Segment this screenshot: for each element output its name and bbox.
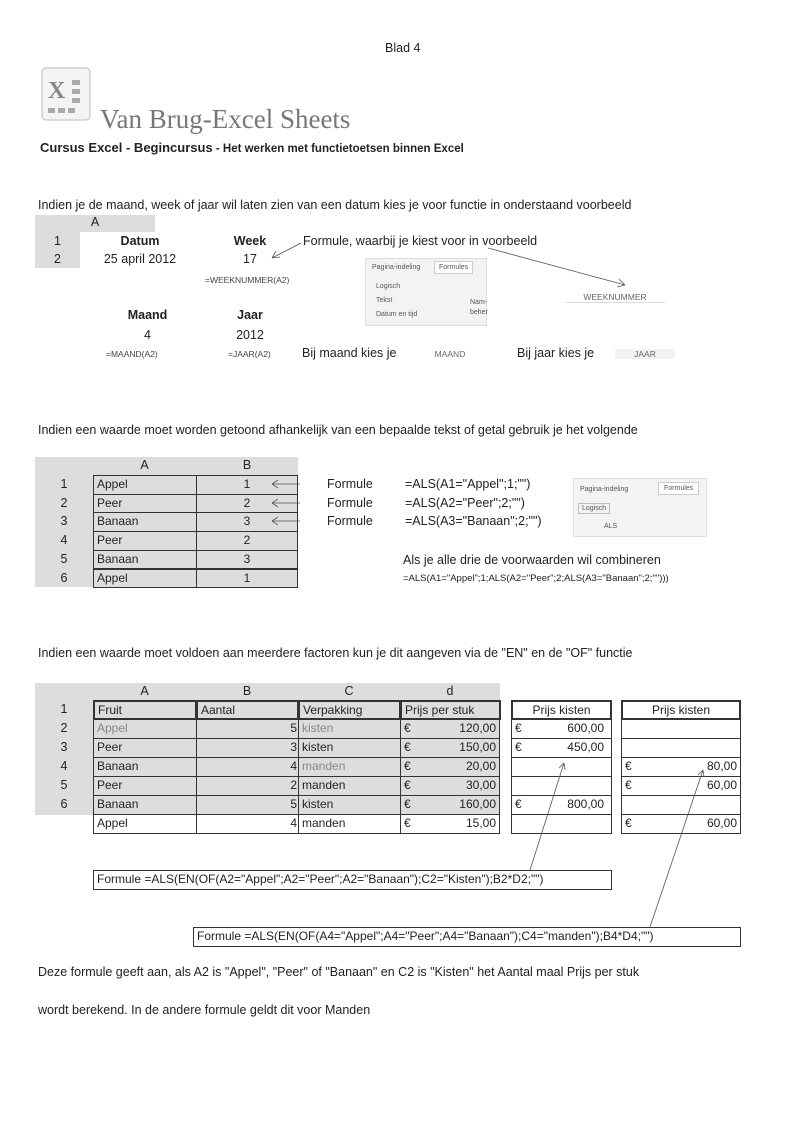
currency-symbol: € <box>625 759 632 773</box>
table-cell-aantal: 2 <box>196 776 299 796</box>
row-number: 2 <box>54 252 61 266</box>
row-number: 1 <box>60 702 68 716</box>
formula-text: =ALS(A1="Appel";1;"") <box>405 477 531 491</box>
price: 150,00 <box>459 740 496 754</box>
weeknummer-button: WEEKNUMMER <box>565 292 665 303</box>
table-cell-fruit: Peer <box>93 494 197 514</box>
maand-value: 4 <box>144 328 151 342</box>
table-cell-fruit: Appel <box>93 569 197 589</box>
table-cell-fruit: Banaan <box>93 757 197 777</box>
row-number: 6 <box>60 570 68 585</box>
brand-title: Van Brug-Excel Sheets <box>100 104 351 134</box>
price: 30,00 <box>465 778 496 792</box>
table-cell-fruit: Appel <box>93 475 197 495</box>
maand-formula: =MAAND(A2) <box>106 349 158 359</box>
currency-symbol: € <box>404 740 411 754</box>
manden-price: 60,00 <box>706 778 737 792</box>
explanation-line-2: wordt berekend. In de andere formule geldt dit voor Manden <box>38 1003 371 1017</box>
price: 120,00 <box>459 721 496 735</box>
price: 15,00 <box>465 816 496 830</box>
table-cell-fruit: Banaan <box>93 512 197 532</box>
column-header: A <box>140 684 149 698</box>
currency-symbol: € <box>515 740 522 754</box>
formula-box-kisten: Formule =ALS(EN(OF(A2="Appel";A2="Peer";A2="Banaan");C2="Kisten");B2*D2;"") <box>93 870 612 890</box>
formula-text: =ALS(A3="Banaan";2;"") <box>405 514 542 528</box>
currency-symbol: € <box>404 816 411 830</box>
row-number: 2 <box>60 495 68 510</box>
section2-intro: Indien een waarde moet worden getoond afhankelijk van een bepaalde tekst of getal gebruik je het volgende <box>38 423 638 437</box>
table-header-cell: Prijs per stuk <box>400 700 501 720</box>
currency-symbol: € <box>515 797 522 811</box>
table-cell-aantal: 4 <box>196 814 299 834</box>
section3-intro: Indien een waarde moet voldoen aan meerdere factoren kun je dit aangeven via de "EN" en de "OF" functie <box>38 646 633 660</box>
table-cell-aantal: 3 <box>196 738 299 758</box>
column-header-b: B <box>242 458 252 472</box>
table-cell-value: 1 <box>196 475 298 495</box>
jaar-value: 2012 <box>236 328 264 342</box>
table-cell-value: 3 <box>196 512 298 532</box>
table-header-cell: Fruit <box>93 700 197 720</box>
arrow-icon <box>272 499 300 507</box>
table-cell-fruit: Peer <box>93 531 197 551</box>
row-number: 4 <box>60 759 68 773</box>
combine-formula: =ALS(A1="Appel";1;ALS(A2="Peer";2;ALS(A3="Banaan";2;""))) <box>403 573 669 584</box>
ribbon-tab-formulas: Formules <box>434 261 473 274</box>
subtitle-rest: - Het werken met functietoetsen binnen Excel <box>212 143 464 155</box>
price: 20,00 <box>465 759 496 773</box>
formula-text: =ALS(A2="Peer";2;"") <box>405 495 525 510</box>
ribbon-tab-formulas: Formules <box>658 482 699 495</box>
ribbon-item-logical: Logisch <box>376 283 401 290</box>
jaar-button: JAAR <box>615 349 675 359</box>
row-number: 1 <box>60 477 68 491</box>
arrow-icon <box>272 480 300 488</box>
ribbon-tab-page-layout: Pagina-indeling <box>580 486 629 493</box>
combine-text: Als je alle drie de voorwaarden wil combineren <box>403 553 661 567</box>
ribbon-item-name: Nam- <box>470 299 488 306</box>
week-label: Week <box>233 234 267 248</box>
manden-price: 80,00 <box>706 759 737 773</box>
table-cell-fruit: Banaan <box>93 550 197 570</box>
arrow-icon <box>272 243 301 258</box>
formula-note: Formule, waarbij je kiest voor in voorbeeld <box>303 234 538 248</box>
page-label: Blad 4 <box>385 41 421 55</box>
maand-label: Maand <box>127 308 168 322</box>
table-cell-verpakking: manden <box>298 814 401 834</box>
currency-symbol: € <box>625 778 632 792</box>
table-cell-fruit: Peer <box>93 776 197 796</box>
currency-symbol: € <box>515 721 522 735</box>
row-number: 4 <box>60 533 68 548</box>
section1-intro: Indien je de maand, week of jaar wil laten zien van een datum kies je voor functie in onderstaand voorbeeld <box>38 198 632 212</box>
jaar-formula: =JAAR(A2) <box>228 349 271 359</box>
table-cell-verpakking: manden <box>298 776 401 796</box>
ribbon-item-als: ALS <box>604 523 618 530</box>
svg-text:X: X <box>48 78 66 104</box>
kisten-price: 600,00 <box>567 721 604 735</box>
table-header-cell: Aantal <box>196 700 299 720</box>
week-value: 17 <box>243 252 257 266</box>
table-cell-verpakking: kisten <box>298 795 401 815</box>
row-number: 5 <box>60 778 68 792</box>
price: 160,00 <box>459 797 496 811</box>
table-cell-aantal: 4 <box>196 757 299 777</box>
table-cell-value: 2 <box>196 494 298 514</box>
table-cell-value: 1 <box>196 569 298 589</box>
explanation-line-1: Deze formule geeft aan, als A2 is "Appel", "Peer" of "Banaan" en C2 is "Kisten" het Aantal maal Prijs per stuk <box>38 965 640 979</box>
table-cell-value: 3 <box>196 550 298 570</box>
formula-label: Formule <box>327 477 373 491</box>
ribbon-tab-page-layout: Pagina-indeling <box>372 264 421 271</box>
week-formula: =WEEKNUMMER(A2) <box>205 275 290 285</box>
maand-hint: Bij maand kies je <box>302 346 397 360</box>
table-cell-aantal: 5 <box>196 719 299 739</box>
kisten-price: 450,00 <box>567 740 604 754</box>
currency-symbol: € <box>404 759 411 773</box>
column-header-a: A <box>35 215 155 232</box>
row-number: 5 <box>60 551 68 566</box>
row-number: 3 <box>60 740 68 754</box>
jaar-label: Jaar <box>237 308 263 322</box>
table-cell-verpakking: kisten <box>298 719 401 739</box>
column-header: C <box>344 684 354 698</box>
kisten-header: Prijs kisten <box>621 700 741 720</box>
table-cell-verpakking: kisten <box>298 738 401 758</box>
row-number: 3 <box>60 514 68 529</box>
table-header-cell: Verpakking <box>298 700 401 720</box>
table-cell-value: 2 <box>196 531 298 551</box>
subtitle-bold: Cursus Excel - Begincursus <box>40 140 213 155</box>
manden-price: 60,00 <box>706 816 737 830</box>
formula-box-manden: Formule =ALS(EN(OF(A4="Appel";A4="Peer";A4="Banaan");C4="manden");B4*D4;"") <box>193 927 741 947</box>
ribbon-item-date-time: Datum en tijd <box>376 311 418 318</box>
column-header: d <box>446 684 454 698</box>
table-cell-fruit: Appel <box>93 814 197 834</box>
ribbon-item-text: Tekst <box>376 297 393 304</box>
formula-label: Formule <box>327 495 373 510</box>
ribbon-item-logical: Logisch <box>578 503 610 514</box>
arrow-icon <box>272 517 300 525</box>
kisten-header: Prijs kisten <box>511 700 612 720</box>
formula-label: Formule <box>327 514 373 528</box>
arrow-icon <box>650 770 704 927</box>
currency-symbol: € <box>625 816 632 830</box>
column-header: B <box>242 684 252 698</box>
row-number: 1 <box>54 234 61 248</box>
maand-button: MAAND <box>434 349 466 359</box>
datum-label: Datum <box>120 234 160 248</box>
table-cell-fruit: Peer <box>93 738 197 758</box>
table-cell-aantal: 5 <box>196 795 299 815</box>
kisten-price: 800,00 <box>567 797 604 811</box>
column-header-a: A <box>140 458 149 472</box>
row-number: 2 <box>60 721 68 735</box>
row-number: 6 <box>60 797 68 811</box>
currency-symbol: € <box>404 778 411 792</box>
table-cell-fruit: Banaan <box>93 795 197 815</box>
ribbon-item-manage: beher <box>470 309 488 316</box>
jaar-hint: Bij jaar kies je <box>517 346 595 360</box>
currency-symbol: € <box>404 721 411 735</box>
arrow-icon <box>530 763 565 870</box>
currency-symbol: € <box>404 797 411 811</box>
table-cell-fruit: Appel <box>93 719 197 739</box>
arrow-icon <box>488 248 625 287</box>
datum-value: 25 april 2012 <box>103 252 177 266</box>
table-cell-verpakking: manden <box>298 757 401 777</box>
